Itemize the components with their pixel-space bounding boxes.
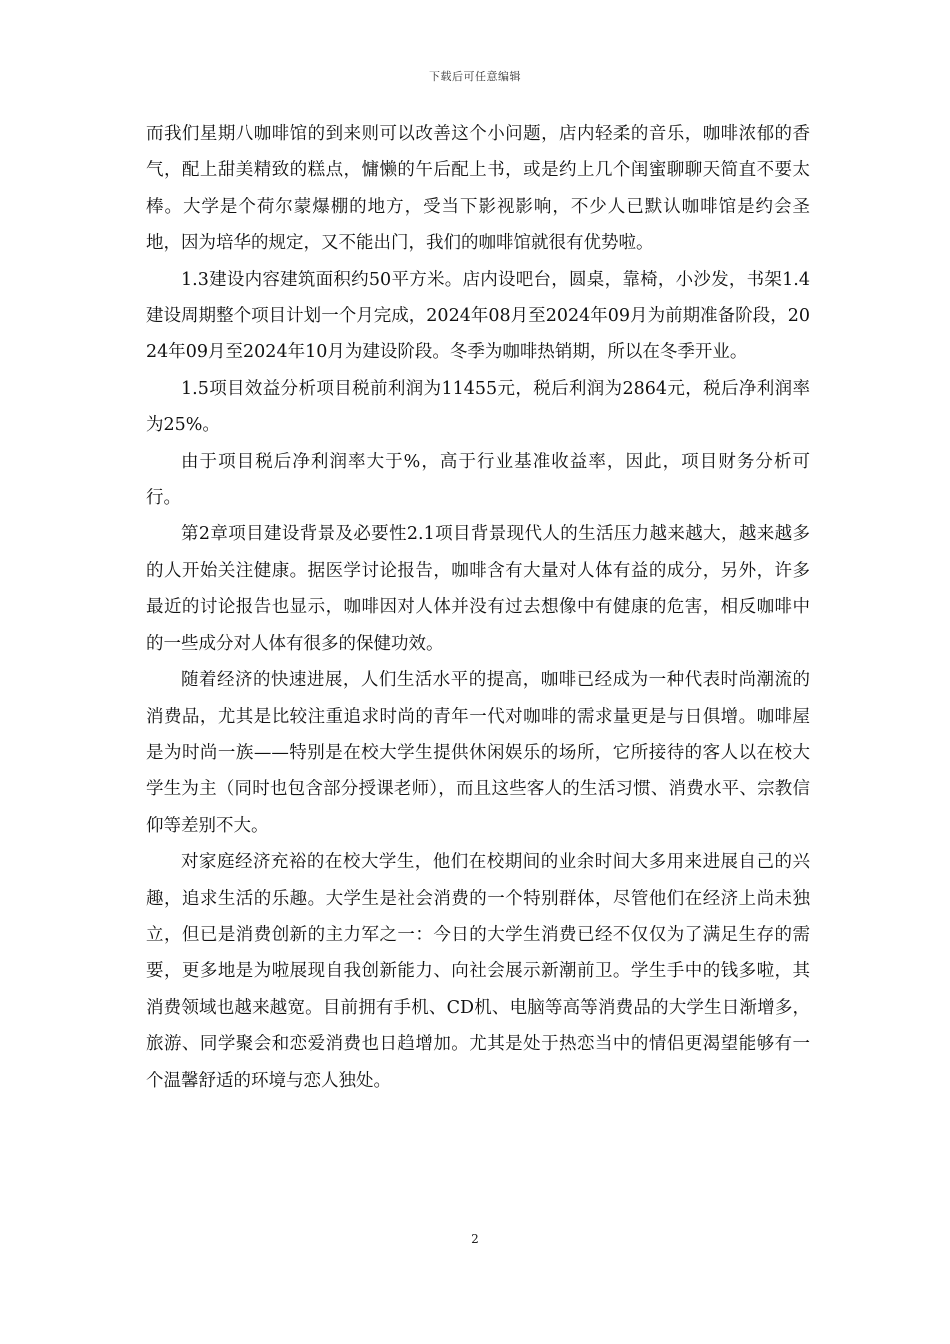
paragraph-1: 而我们星期八咖啡馆的到来则可以改善这个小问题，店内轻柔的音乐，咖啡浓郁的香气，配上甜美精致的糕点，慵懒的午后配上书，或是约上几个闺蜜聊聊天简直不要太棒。大学是个荷尔蒙爆棚的地方，受当下影视影响，不少人已默认咖啡馆是约会圣地，因为培华的规定，又不能出门，我们的咖啡馆就很有优势啦。 [146, 124, 810, 254]
paragraph-4: 由于项目税后净利润率大于%，高于行业基准收益率，因此，项目财务分析可行。 [146, 451, 810, 509]
page-number: 2 [471, 1232, 479, 1246]
paragraph-6: 随着经济的快速进展，人们生活水平的提高，咖啡已经成为一种代表时尚潮流的消费品，尤其是比较注重追求时尚的青年一代对咖啡的需求量更是与日俱增。咖啡屋是为时尚一族——特别是在校大学生提供休闲娱乐的场所，它所接待的客人以在校大学生为主（同时也包含部分授课老师），而且这些客人的生活习惯、消费水平、宗教信仰等差别不大。 [146, 670, 810, 836]
body-text [146, 116, 810, 1099]
paragraph-7: 对家庭经济充裕的在校大学生，他们在校期间的业余时间大多用来进展自己的兴趣，追求生活的乐趣。大学生是社会消费的一个特别群体，尽管他们在经济上尚未独立，但已是消费创新的主力军之一：今日的大学生消费已经不仅仅为了满足生存的需要，更多地是为啦展现自我创新能力、向社会展示新潮前卫。学生手中的钱多啦，其消费领域也越来越宽。目前拥有手机、CD机、电脑等高等消费品的大学生日渐增多，旅游、同学聚会和恋爱消费也日趋增加。尤其是处于热恋当中的情侣更渴望能够有一个温馨舒适的环境与恋人独处。 [146, 852, 810, 1091]
paragraph-5: 第2章项目建设背景及必要性2.1项目背景现代人的生活压力越来越大，越来越多的人开始关注健康。据医学讨论报告，咖啡含有大量对人体有益的成分，另外，许多最近的讨论报告也显示，咖啡因对人体并没有过去想像中有健康的危害，相反咖啡中的一些成分对人体有很多的保健功效。 [146, 524, 810, 654]
paragraph-3: 1.5项目效益分析项目税前利润为11455元，税后利润为2864元，税后净利润率为25%。 [146, 378, 810, 436]
paragraph-2: 1.3建设内容建筑面积约50平方米。店内设吧台，圆桌，靠椅，小沙发，书架1.4建设周期整个项目计划一个月完成，2024年08月至2024年09月为前期准备阶段，2024年09月至2024年10月为建设阶段。冬季为咖啡热销期，所以在冬季开业。 [146, 269, 810, 363]
page-header: 下载后可任意编辑 [429, 70, 521, 83]
